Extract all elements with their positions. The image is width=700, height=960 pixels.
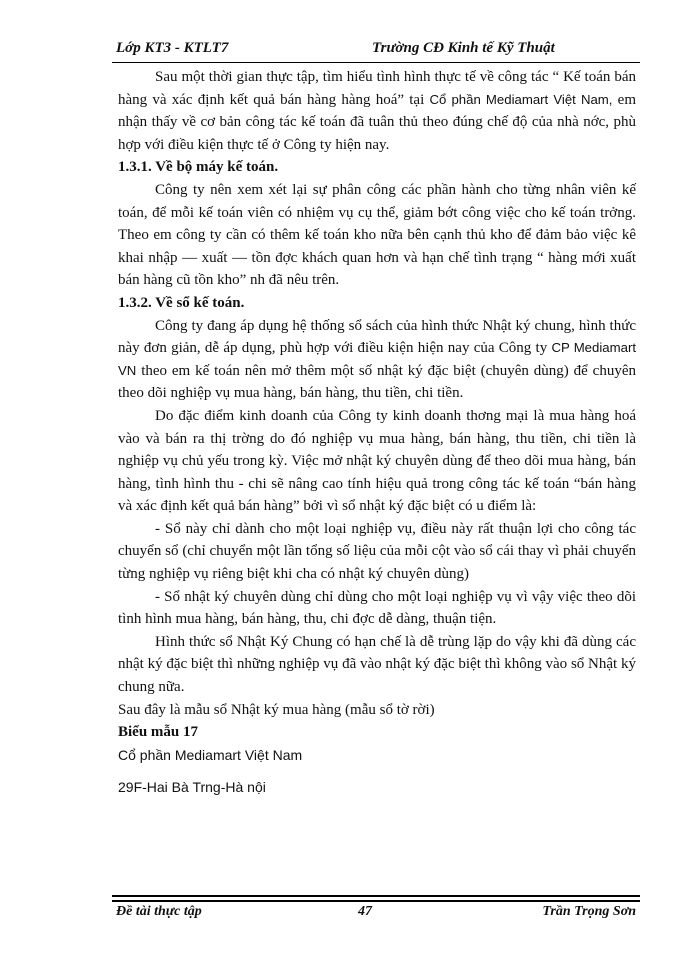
paragraph-business-features: Do đặc điểm kinh doanh của Công ty kinh doanh thơng mại là mua hàng hoá vào và bán ra thị trờng do đó nghiệp vụ mua hàng, bán hàng, thu tiền, chi tiền là nghiệp vụ chủ yếu trong kỳ. Việc mở nhật ký chuyên dùng để theo dõi mua hàng, bán hàng, tình hình thu - chi sẽ nâng cao tính hiệu quả trong công tác kế toán “bán hàng và xác định kết quả bán hàng” bởi vì sổ nhật ký đặc biệt có u điểm là:: [118, 407, 636, 515]
document-body: [118, 66, 636, 798]
section-heading-1-3-1: 1.3.1. Về bộ máy kế toán.: [118, 159, 279, 176]
company-name: Cổ phần Mediamart Việt Nam: [118, 746, 303, 763]
page-footer: [112, 904, 640, 924]
header-class-label: Lớp KT3 - KTLT7: [116, 40, 229, 56]
company-address: 29F-Hai Bà Trng-Hà nội: [118, 778, 266, 795]
footer-author-name: Trần Trọng Sơn: [542, 904, 636, 919]
footer-rule-top: [112, 895, 640, 897]
paragraph-1-3-2: [118, 315, 636, 405]
intro-paragraph: [118, 66, 636, 156]
paragraph-limitation: Hình thức sổ Nhật Ký Chung có hạn chế là dễ trùng lặp do vậy khi đã dùng các nhật ký đặc biệt thì những nghiệp vụ đã vào nhật ký đặc biệt thì không vào sổ Nhật ký chung nữa.: [118, 633, 636, 696]
bullet-item-1: - Sổ này chỉ dành cho một loại nghiệp vụ, điều này rất thuận lợi cho công tác chuyển sổ (chỉ chuyển một lần tổng số liệu của mỗi cột vào sổ cái thay vì phải chuyển từng nghiệp vụ riêng biệt khi cha có nhật ký chuyên dùng): [118, 520, 636, 583]
p132-company-abbr: CP Mediamart VN: [118, 340, 636, 378]
intro-company-name: Cổ phần Mediamart Việt Nam,: [429, 91, 613, 107]
intro-text-a: Sau một thời gian thực tập, tìm hiểu tình hình thực tế về công tác “ Kế toán bán hàng và xác định kết quả bán hàng hàng hoá” tại: [118, 69, 636, 108]
paragraph-1-3-1: Công ty nên xem xét lại sự phân công các phần hành cho từng nhân viên kế toán, để mỗi kế toán viên có nhiệm vụ cụ thể, giảm bớt công việc cho kế toán trởng. Theo em công ty cần có thêm kế toán kho nữa bên cạnh thủ kho để đảm bảo việc kê khai nhập — xuất — tồn đợc khách quan hơn và hạn chế tình trạng “ hàng mới xuất bán hàng cũ tồn kho” nh đã nêu trên.: [118, 181, 636, 289]
page-number: 47: [358, 904, 372, 919]
section-heading-1-3-2: 1.3.2. Về sổ kế toán.: [118, 294, 245, 311]
intro-text-c: em nhận thấy về cơ bản công tác kế toán đã tuân thủ theo đúng chế độ của nhà nớc, phù hợp với điều kiện thực tế ở Công ty hiện nay.: [118, 91, 637, 153]
p132-text-a: Công ty đang áp dụng hệ thống sổ sách của hình thức Nhật ký chung, hình thức này đơn giản, dễ áp dụng, phù hợp với điều kiện hiện nay của Công ty: [118, 317, 636, 357]
header-school-label: Trường CĐ Kinh tế Kỹ Thuật: [372, 40, 555, 56]
form-label: Biểu mẫu 17: [118, 724, 199, 741]
bullet-item-2: - Sổ nhật ký chuyên dùng chỉ dùng cho một loại nghiệp vụ vì vậy việc theo dõi tình hình mua hàng, bán hàng, thu, chi đợc dễ dàng, thuận tiện.: [118, 588, 636, 628]
header-rule: [112, 62, 640, 63]
p132-text-c: theo em kế toán nên mở thêm một số nhật ký đặc biệt (chuyên dùng) để chuyên theo dõi nghiệp vụ mua hàng, bán hàng, thu tiền, chi tiền.: [118, 362, 636, 402]
page-header: [112, 38, 640, 60]
footer-rule-bottom: [112, 900, 640, 902]
paragraph-form-intro: Sau đây là mẫu sổ Nhật ký mua hàng (mẫu sổ tờ rời): [118, 701, 435, 718]
footer-topic-label: Đề tài thực tập: [116, 904, 202, 919]
